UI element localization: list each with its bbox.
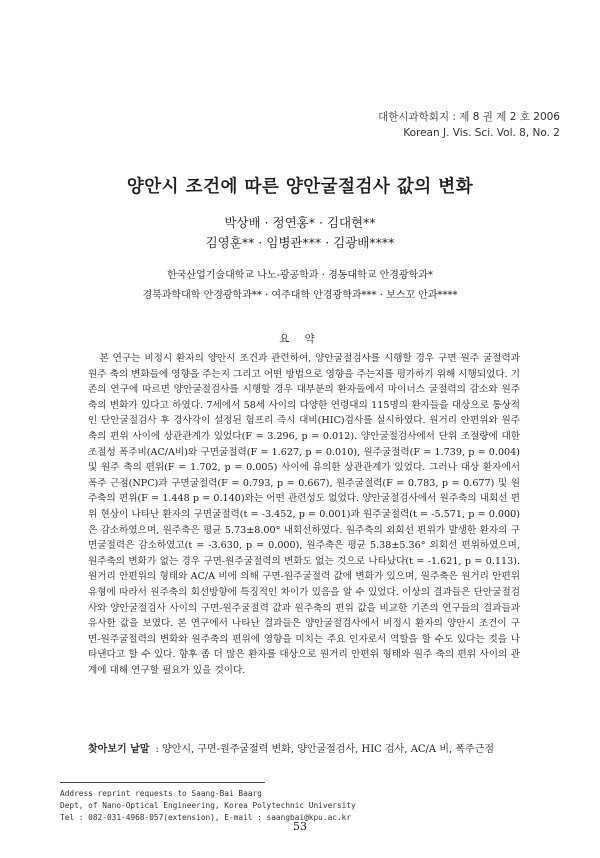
affiliation-list	[0, 266, 600, 306]
page-number: 53	[293, 820, 307, 833]
author-line-1: 박상배 · 정연홍* · 김대현**	[224, 215, 376, 230]
affiliation-line-1: 한국산업기술대학교 나노-광공학과 · 경동대학교 안경광학과*	[167, 270, 433, 281]
paper-title: 양안시 조건에 따른 양안굴절검사 값의 변화	[126, 177, 474, 197]
author-list	[0, 213, 600, 253]
abstract-heading: 요 약	[279, 333, 321, 345]
abstract-body: 본 연구는 비정시 환자의 양안시 조건과 관련하여, 양안굴절검사를 시행할 경우 구면 원주 굴절력과 원주 축의 변화들에 영향을 주는지 그리고 어떤 방법으로 영향을 주는지를 평가하기 위해 시행되었다. 기존의 연구에 따르면 양안굴절검사를 시행할 경우 대부분의 환자들에서 마이너스 굴절력의 감소와 원주 축의 변화가 있다고 하였다. 7세에서 58세 사이의 다양한 연령대의 115명의 환자들을 대상으로 통상적인 단안굴절검사 후 경사각이 설정된 험프리 즉시 대비(HIC)검사를 실시하였다. 원거리 안편위와 원주축의 편위 사이에 상관관계가 있었다(F = 3.296, p = 0.012). 양안굴절검사에서 단위 조절량에 대한 조절성 폭주비(AC/A비)와 구면굴절력(F = 1.627, p = 0.010), 원주굴절력(F = 1.739, p = 0.004) 및 원주 축의 편위(F = 1.702, p = 0.005) 사이에 유의한 상관관계가 있었다. 그러나 대상 환자에서 폭주 근점(NPC)과 구면굴절력(F = 0.793, p = 0.667), 원주굴절력(F = 0.783, p = 0.677) 및 원주축의 편위(F = 1.448 p = 0.140)와는 어떤 관련성도 없었다. 양안굴절검사에서 원주축의 내회선 편위 현상이 나타난 환자의 구면굴절력(t = -3.452, p = 0.001)과 원주굴절력(t = -5.571, p = 0.000)은 감소하였으며, 원주축은 평균 5.73±8.00° 내회선하였다. 원주축의 외회선 편위가 발생한 환자의 구면굴절력은 감소하였고(t = -3.630, p = 0.000), 원주축은 평균 5.38±5.36° 외회선 편위하였으며, 원주축의 변화가 없는 경우 구면-원주굴절력의 변화도 없는 것으로 나타났다(t = -1.621, p = 0.113). 원거리 안편위의 형태와 AC/A 비에 의해 구면-원주굴절력 값에 변화가 있으며, 원주축은 원거리 안편위 유형에 따라서 원주축의 회선방향에 특징적인 차이가 있음을 알 수 있었다. 이상의 결과들은 단안굴절검사와 양안굴절검사 사이의 구면-원주굴절력 값과 원주축의 편위 값을 비교한 기존의 연구들의 결과들과 유사한 값을 보였다. 본 연구에서 나타난 결과들은 양안굴절검사에서 비정시 환자의 양안시 조건이 구면-원주굴절력의 변화와 원주축의 편위에 영향을 미치는 주요 인자로서 역할을 할 수도 있다는 것을 나타낸다고 할 수 있다. 향후 좀 더 많은 환자를 대상으로 원거리 안편위 형태와 원주 축의 편위 사이의 관계에 대해 연구할 필요가 있을 것이다.	[88, 353, 520, 676]
journal-citation-english: Korean J. Vis. Sci. Vol. 8, No. 2	[403, 127, 560, 139]
correspondence-footnote	[60, 788, 356, 824]
affiliation-line-2: 경북과학대학 안경광학과** · 여주대학 안경광학과*** · 보스꼬 안과****	[142, 290, 458, 301]
journal-citation-korean: 대한시과학회지 : 제 8 권 제 2 호 2006	[378, 111, 560, 123]
journal-citation	[378, 109, 560, 141]
footnote-line-2: Dept, of Nano-Optical Engineering, Korea Polytechnic University	[60, 801, 356, 810]
footnote-line-1: Address reprint requests to Saang-Bai Baarg	[60, 789, 262, 798]
keywords-text: : 양안시, 구면-원주굴절력 변화, 양안굴절검사, HIC 검사, AC/A 비, 폭주근점	[155, 744, 494, 755]
keywords-label: 찾아보기 낱말	[88, 744, 150, 755]
keywords-section	[88, 742, 528, 757]
footnote-line-3: Tel : 082-031-4968-057(extension), E-mail : saangbai@kpu.ac.kr	[60, 813, 352, 822]
footnote-divider	[60, 782, 265, 783]
author-line-2: 김영훈** · 임병관*** · 김광배****	[205, 235, 395, 250]
